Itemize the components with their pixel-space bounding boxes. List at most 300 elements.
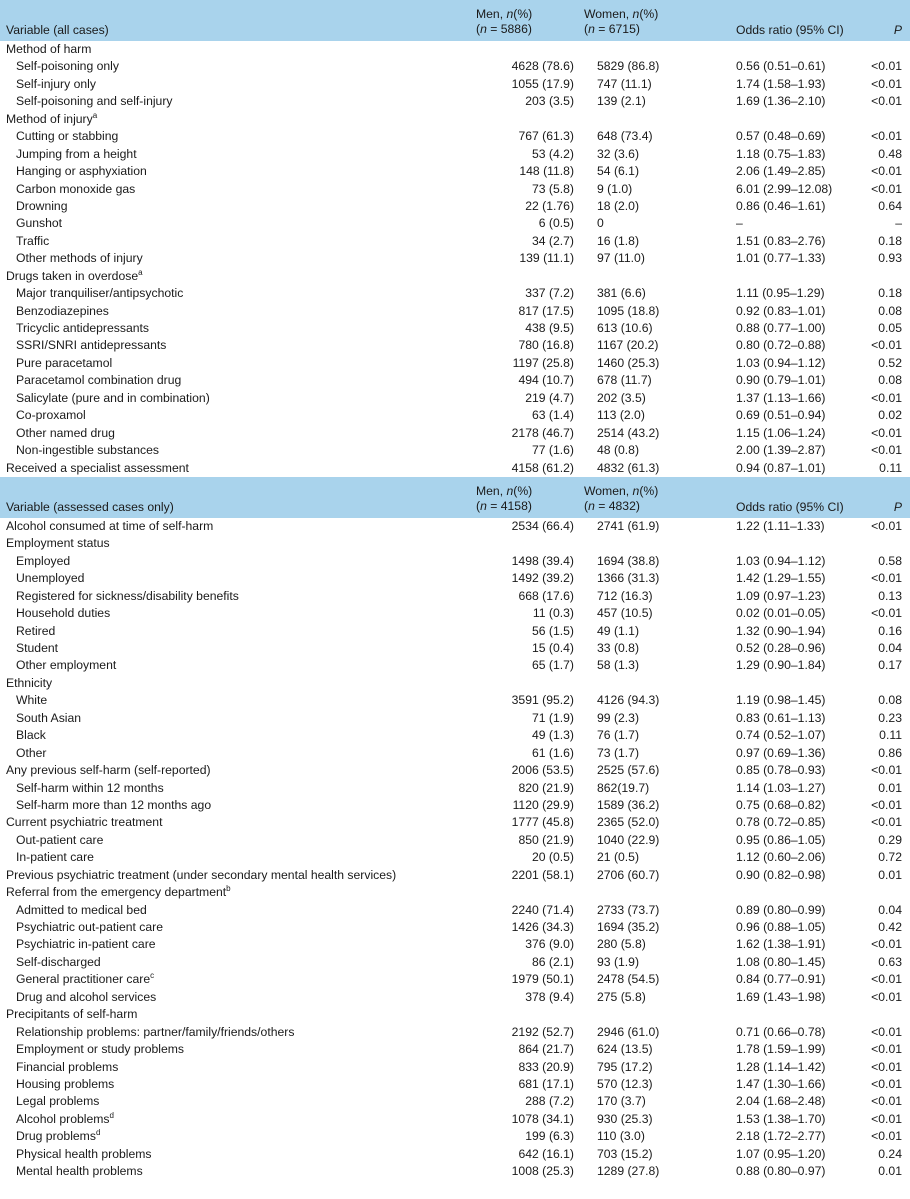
table-row: [0, 814, 910, 831]
cell-men-text: 4628 (78.6): [511, 59, 574, 74]
row-label: [0, 692, 466, 709]
cell-odds-ratio-text: 1.11 (0.95–1.29): [736, 286, 825, 301]
cell-odds-ratio-text: 1.78 (1.59–1.99): [736, 1042, 826, 1057]
cell-men: [466, 518, 576, 535]
cell-p-value: [851, 181, 910, 198]
cell-men-text: 2534 (66.4): [511, 518, 574, 533]
header-men-line1: Men, n(%): [476, 483, 533, 498]
table-row: [0, 902, 910, 919]
cell-men: [466, 93, 576, 110]
cell-odds-ratio: [701, 1076, 851, 1093]
row-label-text: Benzodiazepines: [16, 303, 109, 318]
cell-p-value-text: 0.86: [878, 745, 902, 760]
cell-women-text: 21 (0.5): [597, 850, 640, 865]
cell-women-text: 747 (11.1): [597, 76, 652, 91]
cell-men: [466, 1163, 576, 1180]
cell-women: [576, 355, 701, 372]
cell-odds-ratio-text: 0.56 (0.51–0.61): [736, 59, 826, 74]
row-label-text: Other methods of injury: [16, 251, 143, 266]
cell-odds-ratio: [701, 1163, 851, 1180]
cell-p-value-text: <0.01: [871, 1076, 902, 1091]
cell-p-value: [851, 285, 910, 302]
cell-women-text: 275 (5.8): [597, 989, 646, 1004]
cell-p-value-text: 0.29: [878, 832, 902, 847]
row-label: [0, 1076, 466, 1093]
cell-women: [576, 710, 701, 727]
cell-p-value: [851, 832, 910, 849]
cell-p-value-text: <0.01: [871, 390, 902, 405]
cell-women: [576, 797, 701, 814]
cell-women-text: 33 (0.8): [597, 641, 640, 655]
row-label: [0, 989, 466, 1006]
table-row: [0, 76, 910, 93]
table-row: [0, 1076, 910, 1093]
cell-p-value: [851, 814, 910, 831]
row-label-text: Paracetamol combination drug: [16, 373, 182, 388]
row-label: [0, 181, 466, 198]
table-row: [0, 867, 910, 884]
cell-p-value: [851, 198, 910, 215]
cell-women: [576, 553, 701, 570]
cell-women: [576, 745, 701, 762]
cell-women-text: 1694 (35.2): [597, 920, 660, 934]
row-label-text: Carbon monoxide gas: [16, 181, 136, 196]
cell-women: [576, 954, 701, 971]
row-label-text: Self-harm within 12 months: [16, 780, 164, 795]
cell-men: [466, 710, 576, 727]
cell-odds-ratio: [701, 657, 851, 674]
cell-women-text: 862(19.7): [597, 780, 650, 795]
table-row: [0, 460, 910, 477]
cell-odds-ratio-text: 0.88 (0.80–0.97): [736, 1164, 826, 1179]
cell-odds-ratio-text: 1.15 (1.06–1.24): [736, 425, 826, 440]
row-label: [0, 1041, 466, 1058]
table-row: [0, 41, 910, 58]
cell-men-text: 1120 (29.9): [512, 797, 574, 812]
cell-women-text: 76 (1.7): [597, 728, 640, 743]
cell-odds-ratio-text: 0.69 (0.51–0.94): [736, 408, 826, 423]
row-label: [0, 832, 466, 849]
cell-men: [466, 198, 576, 215]
cell-odds-ratio-text: 0.94 (0.87–1.01): [736, 460, 826, 475]
cell-odds-ratio: [701, 181, 851, 198]
cell-p-value: [851, 780, 910, 797]
row-label: [0, 163, 466, 180]
cell-women: [576, 250, 701, 267]
header-odds-ratio: Odds ratio (95% CI): [736, 23, 844, 37]
table-row: [0, 1006, 910, 1023]
row-label-text: Other named drug: [16, 425, 115, 440]
row-label-text: Physical health problems: [16, 1146, 152, 1161]
cell-odds-ratio: [701, 146, 851, 163]
cell-p-value-text: <0.01: [871, 443, 902, 458]
row-label-text: Other employment: [16, 658, 117, 673]
cell-p-value-text: 0.63: [878, 954, 902, 969]
row-label: [0, 442, 466, 459]
row-label-text: Tricyclic antidepressants: [16, 321, 149, 335]
row-label: [0, 518, 466, 535]
cell-men: [466, 780, 576, 797]
cell-odds-ratio: [701, 849, 851, 866]
row-label: [0, 146, 466, 163]
cell-men-text: 1197 (25.8): [512, 355, 574, 370]
table-row: [0, 884, 910, 901]
cell-men: [466, 1059, 576, 1076]
cell-p-value: [851, 76, 910, 93]
cell-men: [466, 640, 576, 657]
cell-women: [576, 320, 701, 337]
cell-p-value-text: <0.01: [871, 338, 902, 353]
cell-women-text: 54 (6.1): [597, 164, 640, 179]
cell-odds-ratio: [701, 355, 851, 372]
cell-odds-ratio: [701, 780, 851, 797]
row-label-text: Housing problems: [16, 1076, 115, 1091]
table-row: [0, 936, 910, 953]
row-label-text: Drugs taken in overdose: [6, 268, 139, 283]
table-row: [0, 675, 910, 692]
cell-odds-ratio: [701, 198, 851, 215]
cell-women-text: 2525 (57.6): [597, 763, 660, 778]
cell-men: [466, 762, 576, 779]
cell-odds-ratio: [701, 1059, 851, 1076]
cell-p-value: [851, 372, 910, 389]
cell-p-value-text: 0.11: [879, 728, 902, 743]
cell-men: [466, 146, 576, 163]
cell-men-text: 1055 (17.9): [511, 76, 574, 91]
cell-odds-ratio: [701, 971, 851, 988]
cell-p-value: [851, 710, 910, 727]
row-label-text: Unemployed: [16, 571, 85, 586]
cell-odds-ratio-text: 0.74 (0.52–1.07): [736, 728, 826, 743]
row-label: [0, 623, 466, 640]
cell-odds-ratio-text: 0.84 (0.77–0.91): [736, 972, 826, 987]
row-label: [0, 535, 466, 552]
cell-odds-ratio-text: 0.90 (0.82–0.98): [736, 867, 826, 882]
row-label: [0, 884, 466, 901]
cell-men-text: 139 (11.1): [519, 251, 574, 266]
cell-women: [576, 337, 701, 354]
table-row: [0, 1111, 910, 1128]
row-label: [0, 128, 466, 145]
row-label: [0, 849, 466, 866]
cell-p-value: [851, 1024, 910, 1041]
cell-men-text: 20 (0.5): [531, 850, 574, 865]
table-row: [0, 832, 910, 849]
cell-p-value: [851, 58, 910, 75]
row-label: [0, 919, 466, 936]
cell-women-text: 381 (6.6): [597, 286, 646, 301]
table-row: [0, 989, 910, 1006]
table-body-assessed-cases: [0, 518, 910, 1181]
cell-women-text: 99 (2.3): [597, 710, 640, 725]
cell-women: [576, 163, 701, 180]
row-label-text: Cutting or stabbing: [16, 129, 119, 144]
cell-p-value: [851, 588, 910, 605]
cell-p-value-text: <0.01: [871, 129, 902, 144]
table-row: [0, 849, 910, 866]
row-label-text: Financial problems: [16, 1059, 119, 1074]
cell-men: [466, 128, 576, 145]
table-row: [0, 954, 910, 971]
row-label: [0, 285, 466, 302]
cell-men: [466, 303, 576, 320]
row-label-text: Previous psychiatric treatment (under secondary mental health services): [6, 867, 397, 882]
row-label: [0, 1006, 466, 1023]
cell-women: [576, 372, 701, 389]
table-row: [0, 605, 910, 622]
cell-odds-ratio: [701, 1041, 851, 1058]
table-row: [0, 111, 910, 128]
table-header-assessed-cases: [0, 477, 910, 518]
cell-p-value: [851, 1111, 910, 1128]
cell-women-text: 624 (13.5): [597, 1042, 653, 1057]
cell-men-text: 199 (6.3): [525, 1129, 574, 1144]
cell-p-value-text: <0.01: [871, 425, 902, 440]
cell-men: [466, 797, 576, 814]
header-men-line2: (n = 5886): [476, 22, 532, 36]
cell-men: [466, 250, 576, 267]
row-label-text: Other: [16, 745, 47, 760]
table-row: [0, 1041, 910, 1058]
row-label: [0, 355, 466, 372]
cell-men: [466, 233, 576, 250]
cell-odds-ratio: [701, 518, 851, 535]
row-label: [0, 936, 466, 953]
cell-women-text: 648 (73.4): [597, 129, 653, 144]
row-label-text: Employment or study problems: [16, 1042, 184, 1057]
cell-women: [576, 623, 701, 640]
table-row: [0, 762, 910, 779]
cell-women-text: 613 (10.6): [597, 321, 653, 335]
cell-odds-ratio-text: 0.89 (0.80–0.99): [736, 902, 826, 917]
header-men: [466, 484, 576, 514]
cell-men-text: 642 (16.1): [518, 1146, 574, 1161]
row-label-text: Admitted to medical bed: [16, 902, 147, 917]
cell-men: [466, 1041, 576, 1058]
row-label: [0, 780, 466, 797]
cell-women-text: 1366 (31.3): [597, 571, 660, 586]
cell-women: [576, 215, 701, 232]
cell-p-value-text: <0.01: [871, 989, 902, 1004]
row-label-text: Black: [16, 728, 46, 743]
cell-men: [466, 745, 576, 762]
cell-women: [576, 867, 701, 884]
row-label: [0, 111, 466, 128]
cell-women: [576, 657, 701, 674]
row-label: [0, 588, 466, 605]
cell-men: [466, 1128, 576, 1145]
cell-men-text: 376 (9.0): [525, 937, 574, 952]
table-body-all-cases: [0, 41, 910, 477]
cell-odds-ratio: [701, 570, 851, 587]
row-label: [0, 954, 466, 971]
row-label-text: In-patient care: [16, 850, 94, 865]
row-label: [0, 657, 466, 674]
table-row: [0, 657, 910, 674]
cell-odds-ratio: [701, 954, 851, 971]
table-row: [0, 1146, 910, 1163]
cell-women-text: 170 (3.7): [597, 1094, 646, 1109]
cell-odds-ratio-text: 1.32 (0.90–1.94): [736, 623, 826, 638]
row-label-text: Alcohol consumed at time of self-harm: [6, 518, 214, 533]
table-row: [0, 268, 910, 285]
table-row: [0, 1059, 910, 1076]
cell-p-value-text: <0.01: [871, 1129, 902, 1144]
cell-odds-ratio-text: 1.37 (1.13–1.66): [736, 390, 826, 405]
cell-men: [466, 832, 576, 849]
cell-odds-ratio-text: 0.85 (0.78–0.93): [736, 763, 826, 778]
table-row: [0, 518, 910, 535]
cell-men-text: 2201 (58.1): [511, 867, 574, 882]
cell-women-text: 4126 (94.3): [597, 693, 660, 708]
cell-p-value: [851, 1128, 910, 1145]
row-label: [0, 727, 466, 744]
row-label: [0, 1059, 466, 1076]
cell-men-text: 2006 (53.5): [511, 763, 574, 778]
cell-odds-ratio-text: 1.03 (0.94–1.12): [736, 553, 826, 568]
cell-odds-ratio: [701, 1024, 851, 1041]
cell-men-text: 850 (21.9): [518, 832, 574, 847]
cell-p-value: [851, 163, 910, 180]
row-label-text: Traffic: [16, 233, 50, 248]
cell-odds-ratio: [701, 814, 851, 831]
cell-women: [576, 146, 701, 163]
table-row: [0, 640, 910, 657]
cell-odds-ratio-text: 6.01 (2.99–12.08): [736, 181, 833, 196]
cell-p-value: [851, 215, 910, 232]
cell-men: [466, 553, 576, 570]
cell-women: [576, 285, 701, 302]
cell-women-text: 570 (12.3): [597, 1076, 653, 1091]
cell-odds-ratio: [701, 919, 851, 936]
cell-odds-ratio: [701, 1128, 851, 1145]
cell-odds-ratio: [701, 623, 851, 640]
cell-women: [576, 181, 701, 198]
cell-odds-ratio-text: 1.18 (0.75–1.83): [736, 146, 826, 161]
cell-women: [576, 1093, 701, 1110]
cell-men: [466, 936, 576, 953]
row-label: [0, 1163, 466, 1180]
row-label: [0, 93, 466, 110]
cell-odds-ratio: [701, 902, 851, 919]
cell-odds-ratio-text: 0.75 (0.68–0.82): [736, 797, 826, 812]
cell-women-text: 2741 (61.9): [597, 518, 660, 533]
cell-women-text: 1460 (25.3): [597, 355, 660, 370]
cell-p-value-text: 0.02: [878, 408, 902, 423]
row-label: [0, 1093, 466, 1110]
cell-odds-ratio: [701, 372, 851, 389]
cell-women-text: 113 (2.0): [597, 408, 645, 423]
cell-p-value-text: 0.48: [878, 146, 902, 161]
cell-women-text: 1589 (36.2): [597, 797, 660, 812]
cell-women: [576, 692, 701, 709]
cell-men: [466, 588, 576, 605]
cell-men: [466, 337, 576, 354]
cell-p-value: [851, 570, 910, 587]
cell-men: [466, 390, 576, 407]
row-label: [0, 570, 466, 587]
cell-p-value: [851, 128, 910, 145]
cell-p-value: [851, 518, 910, 535]
cell-women-text: 2946 (61.0): [597, 1024, 660, 1039]
cell-men: [466, 867, 576, 884]
cell-odds-ratio: [701, 215, 851, 232]
row-label: [0, 372, 466, 389]
table-row: [0, 535, 910, 552]
cell-p-value: [851, 320, 910, 337]
row-label: [0, 390, 466, 407]
cell-women-text: 930 (25.3): [597, 1111, 653, 1126]
cell-women: [576, 198, 701, 215]
cell-men-text: 1008 (25.3): [511, 1164, 574, 1179]
cell-p-value-text: 0.58: [878, 553, 902, 568]
row-label-text: Co-proxamol: [16, 408, 86, 423]
cell-odds-ratio: [701, 936, 851, 953]
cell-odds-ratio-text: 0.97 (0.69–1.36): [736, 745, 826, 760]
cell-odds-ratio: [701, 442, 851, 459]
cell-men-text: 71 (1.9): [531, 710, 574, 725]
cell-p-value-text: <0.01: [871, 1024, 902, 1039]
table-row: [0, 181, 910, 198]
header-men-line1: Men, n(%): [476, 7, 533, 21]
cell-odds-ratio-text: 1.07 (0.95–1.20): [736, 1146, 826, 1161]
cell-men-text: 1498 (39.4): [511, 553, 574, 568]
cell-women-text: 280 (5.8): [597, 937, 646, 952]
cell-odds-ratio: [701, 640, 851, 657]
cell-women: [576, 518, 701, 535]
cell-odds-ratio: [701, 390, 851, 407]
cell-odds-ratio: [701, 832, 851, 849]
cell-p-value: [851, 727, 910, 744]
cell-women-text: 795 (17.2): [597, 1059, 653, 1074]
cell-p-value: [851, 425, 910, 442]
table-row: [0, 93, 910, 110]
cell-men-text: 288 (7.2): [525, 1094, 574, 1109]
cell-p-value-text: 0.18: [878, 286, 902, 301]
cell-men-text: 219 (4.7): [525, 390, 574, 405]
cell-odds-ratio: [701, 250, 851, 267]
row-label-text: SSRI/SNRI antidepressants: [16, 338, 167, 353]
cell-men: [466, 407, 576, 424]
row-label-text: Jumping from a height: [16, 146, 137, 161]
cell-p-value: [851, 762, 910, 779]
cell-odds-ratio-text: 1.03 (0.94–1.12): [736, 355, 826, 370]
table-row: [0, 1093, 910, 1110]
cell-men-text: 73 (5.8): [531, 181, 574, 196]
cell-women-text: 2478 (54.5): [597, 972, 660, 987]
cell-p-value: [851, 745, 910, 762]
cell-men-text: 148 (11.8): [519, 164, 574, 179]
cell-odds-ratio-text: 1.08 (0.80–1.45): [736, 954, 826, 969]
cell-p-value-text: 0.64: [878, 198, 902, 213]
header-women-line1: Women, n(%): [584, 7, 659, 21]
cell-men: [466, 1024, 576, 1041]
cell-women-text: 4832 (61.3): [597, 460, 660, 475]
row-label-text: Referral from the emergency department: [6, 885, 227, 900]
cell-men: [466, 1076, 576, 1093]
footnote-marker: c: [150, 971, 155, 981]
cell-men: [466, 692, 576, 709]
row-label-text: Psychiatric out-patient care: [16, 920, 163, 934]
cell-odds-ratio-text: 1.47 (1.30–1.66): [736, 1076, 826, 1091]
row-label-text: Method of injury: [6, 111, 93, 126]
row-label-text: Self-poisoning only: [16, 59, 119, 74]
cell-women-text: 97 (11.0): [597, 251, 645, 266]
cell-odds-ratio-text: 1.74 (1.58–1.93): [736, 76, 826, 91]
cell-women: [576, 390, 701, 407]
cell-women: [576, 1111, 701, 1128]
row-label: [0, 407, 466, 424]
